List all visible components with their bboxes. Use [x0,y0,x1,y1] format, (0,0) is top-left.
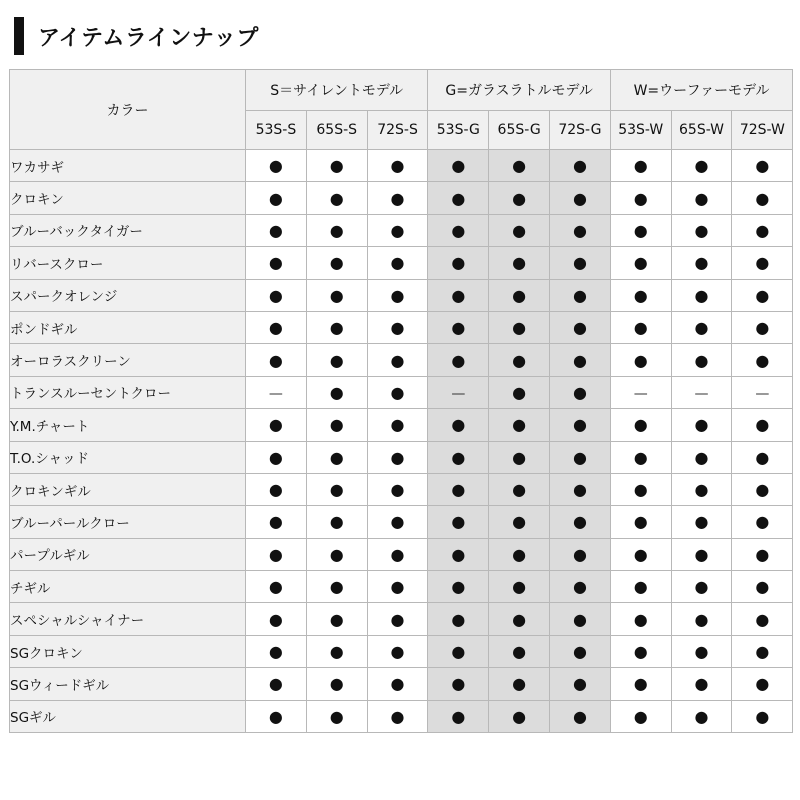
color-name-cell: T.O.シャッド [10,441,246,473]
color-name-cell: ブルーバックタイガー [10,214,246,246]
available-mark-cell: ● [246,571,307,603]
group-header-row [10,70,793,111]
color-name-cell: ワカサギ [10,150,246,182]
available-mark-cell: ● [428,247,489,279]
available-mark-cell: ● [610,182,671,214]
available-mark-cell: ● [428,700,489,732]
color-name-cell: リバースクロー [10,247,246,279]
model-header: 65S-W [671,111,732,150]
available-mark-cell: ● [306,603,367,635]
available-mark-cell: ● [306,247,367,279]
available-mark-cell: ● [489,538,550,570]
available-mark-cell: ● [489,506,550,538]
available-mark-cell: ● [367,311,428,343]
available-mark-cell: ● [306,668,367,700]
available-mark-cell: ● [732,635,793,667]
available-mark-cell: ● [671,441,732,473]
available-mark-cell: ● [671,214,732,246]
model-header: 53S-G [428,111,489,150]
available-mark-cell: ● [246,311,307,343]
available-mark-cell: ● [489,571,550,603]
available-mark-cell: ● [306,182,367,214]
available-mark-cell: ● [550,571,611,603]
available-mark-cell: ● [428,409,489,441]
available-mark-cell: ● [671,279,732,311]
available-mark-cell: ● [550,311,611,343]
available-mark-cell: ● [610,409,671,441]
available-mark-cell: ● [428,506,489,538]
available-mark-cell: ● [428,214,489,246]
model-header: 72S-S [367,111,428,150]
available-mark-cell: ● [610,441,671,473]
available-mark-cell: ● [550,344,611,376]
available-mark-cell: ● [671,473,732,505]
model-header: 53S-W [610,111,671,150]
model-header: 53S-S [246,111,307,150]
table-row [10,635,793,667]
available-mark-cell: ● [428,473,489,505]
available-mark-cell: ● [610,603,671,635]
color-name-cell: SGウィードギル [10,668,246,700]
unavailable-mark-cell: — [246,376,307,408]
available-mark-cell: ● [550,538,611,570]
available-mark-cell: ● [367,150,428,182]
color-name-cell: オーロラスクリーン [10,344,246,376]
available-mark-cell: ● [671,311,732,343]
available-mark-cell: ● [732,441,793,473]
model-header: 65S-S [306,111,367,150]
available-mark-cell: ● [550,376,611,408]
color-column-header: カラー [10,70,246,150]
table-row [10,214,793,246]
available-mark-cell: ● [671,506,732,538]
color-name-cell: スペシャルシャイナー [10,603,246,635]
available-mark-cell: ● [306,279,367,311]
available-mark-cell: ● [489,441,550,473]
available-mark-cell: ● [306,409,367,441]
table-row [10,603,793,635]
color-name-cell: ブルーパールクロー [10,506,246,538]
group-header-silent: S＝サイレントモデル [246,70,428,111]
available-mark-cell: ● [306,150,367,182]
available-mark-cell: ● [732,150,793,182]
available-mark-cell: ● [489,668,550,700]
available-mark-cell: ● [732,473,793,505]
available-mark-cell: ● [489,635,550,667]
available-mark-cell: ● [610,473,671,505]
available-mark-cell: ● [550,214,611,246]
available-mark-cell: ● [489,603,550,635]
available-mark-cell: ● [367,247,428,279]
available-mark-cell: ● [550,441,611,473]
available-mark-cell: ● [610,635,671,667]
available-mark-cell: ● [367,441,428,473]
table-row [10,441,793,473]
available-mark-cell: ● [246,279,307,311]
heading-bar [14,17,24,55]
available-mark-cell: ● [428,668,489,700]
available-mark-cell: ● [732,247,793,279]
available-mark-cell: ● [367,538,428,570]
available-mark-cell: ● [246,214,307,246]
available-mark-cell: ● [671,668,732,700]
available-mark-cell: ● [489,344,550,376]
available-mark-cell: ● [489,473,550,505]
available-mark-cell: ● [732,538,793,570]
unavailable-mark-cell: — [732,376,793,408]
available-mark-cell: ● [246,603,307,635]
available-mark-cell: ● [306,538,367,570]
available-mark-cell: ● [367,635,428,667]
available-mark-cell: ● [367,344,428,376]
model-header: 72S-G [550,111,611,150]
available-mark-cell: ● [428,603,489,635]
available-mark-cell: ● [610,668,671,700]
table-row [10,311,793,343]
available-mark-cell: ● [306,441,367,473]
group-header-glass-rattle: G=ガラスラトルモデル [428,70,610,111]
model-header: 72S-W [732,111,793,150]
available-mark-cell: ● [246,506,307,538]
available-mark-cell: ● [428,150,489,182]
unavailable-mark-cell: — [428,376,489,408]
available-mark-cell: ● [732,279,793,311]
color-name-cell: SGギル [10,700,246,732]
available-mark-cell: ● [610,247,671,279]
available-mark-cell: ● [367,182,428,214]
available-mark-cell: ● [489,376,550,408]
available-mark-cell: ● [671,150,732,182]
available-mark-cell: ● [732,571,793,603]
table-row [10,571,793,603]
available-mark-cell: ● [732,214,793,246]
available-mark-cell: ● [671,635,732,667]
available-mark-cell: ● [367,214,428,246]
available-mark-cell: ● [246,150,307,182]
available-mark-cell: ● [610,150,671,182]
available-mark-cell: ● [428,635,489,667]
available-mark-cell: ● [428,538,489,570]
unavailable-mark-cell: — [671,376,732,408]
available-mark-cell: ● [671,409,732,441]
table-row [10,473,793,505]
available-mark-cell: ● [732,182,793,214]
available-mark-cell: ● [306,571,367,603]
available-mark-cell: ● [428,344,489,376]
available-mark-cell: ● [306,311,367,343]
model-header: 65S-G [489,111,550,150]
available-mark-cell: ● [671,344,732,376]
available-mark-cell: ● [306,214,367,246]
available-mark-cell: ● [489,150,550,182]
available-mark-cell: ● [732,668,793,700]
available-mark-cell: ● [550,668,611,700]
available-mark-cell: ● [246,409,307,441]
lineup-table [9,69,793,733]
section-heading [14,16,259,56]
available-mark-cell: ● [246,441,307,473]
available-mark-cell: ● [550,603,611,635]
available-mark-cell: ● [671,182,732,214]
page-title: アイテムラインナップ [38,25,259,51]
color-name-cell: トランスルーセントクロー [10,376,246,408]
available-mark-cell: ● [732,409,793,441]
available-mark-cell: ● [489,214,550,246]
available-mark-cell: ● [671,603,732,635]
color-name-cell: ポンドギル [10,311,246,343]
available-mark-cell: ● [732,311,793,343]
available-mark-cell: ● [671,538,732,570]
available-mark-cell: ● [550,182,611,214]
available-mark-cell: ● [610,214,671,246]
available-mark-cell: ● [610,344,671,376]
available-mark-cell: ● [306,344,367,376]
available-mark-cell: ● [550,150,611,182]
available-mark-cell: ● [367,376,428,408]
table-row [10,409,793,441]
table-row [10,279,793,311]
available-mark-cell: ● [489,279,550,311]
available-mark-cell: ● [306,376,367,408]
available-mark-cell: ● [306,506,367,538]
available-mark-cell: ● [246,344,307,376]
available-mark-cell: ● [246,182,307,214]
available-mark-cell: ● [550,279,611,311]
available-mark-cell: ● [246,247,307,279]
available-mark-cell: ● [428,182,489,214]
available-mark-cell: ● [428,441,489,473]
available-mark-cell: ● [428,279,489,311]
available-mark-cell: ● [550,506,611,538]
color-name-cell: クロキンギル [10,473,246,505]
available-mark-cell: ● [306,473,367,505]
available-mark-cell: ● [489,182,550,214]
available-mark-cell: ● [732,603,793,635]
table-row [10,150,793,182]
available-mark-cell: ● [306,700,367,732]
available-mark-cell: ● [732,700,793,732]
color-name-cell: スパークオレンジ [10,279,246,311]
available-mark-cell: ● [610,571,671,603]
table-row [10,344,793,376]
available-mark-cell: ● [610,311,671,343]
available-mark-cell: ● [428,311,489,343]
table-row [10,247,793,279]
available-mark-cell: ● [489,247,550,279]
available-mark-cell: ● [550,635,611,667]
available-mark-cell: ● [489,700,550,732]
available-mark-cell: ● [246,635,307,667]
table-body [10,150,793,733]
available-mark-cell: ● [489,409,550,441]
available-mark-cell: ● [610,279,671,311]
available-mark-cell: ● [367,571,428,603]
available-mark-cell: ● [732,506,793,538]
table-row [10,700,793,732]
available-mark-cell: ● [367,409,428,441]
color-name-cell: SGクロキン [10,635,246,667]
available-mark-cell: ● [489,311,550,343]
available-mark-cell: ● [671,247,732,279]
color-name-cell: Y.M.チャート [10,409,246,441]
available-mark-cell: ● [610,700,671,732]
table-row [10,506,793,538]
available-mark-cell: ● [246,538,307,570]
color-name-cell: クロキン [10,182,246,214]
table-row [10,538,793,570]
available-mark-cell: ● [550,247,611,279]
unavailable-mark-cell: — [610,376,671,408]
available-mark-cell: ● [306,635,367,667]
available-mark-cell: ● [610,506,671,538]
available-mark-cell: ● [428,571,489,603]
available-mark-cell: ● [367,473,428,505]
available-mark-cell: ● [550,409,611,441]
available-mark-cell: ● [610,538,671,570]
table-row [10,376,793,408]
available-mark-cell: ● [367,700,428,732]
group-header-woofer: W=ウーファーモデル [610,70,792,111]
available-mark-cell: ● [367,279,428,311]
available-mark-cell: ● [246,700,307,732]
available-mark-cell: ● [550,473,611,505]
available-mark-cell: ● [367,668,428,700]
table-row [10,668,793,700]
available-mark-cell: ● [246,668,307,700]
available-mark-cell: ● [671,700,732,732]
color-name-cell: パープルギル [10,538,246,570]
available-mark-cell: ● [550,700,611,732]
available-mark-cell: ● [367,603,428,635]
available-mark-cell: ● [246,473,307,505]
table-row [10,182,793,214]
available-mark-cell: ● [732,344,793,376]
available-mark-cell: ● [671,571,732,603]
available-mark-cell: ● [367,506,428,538]
color-name-cell: チギル [10,571,246,603]
